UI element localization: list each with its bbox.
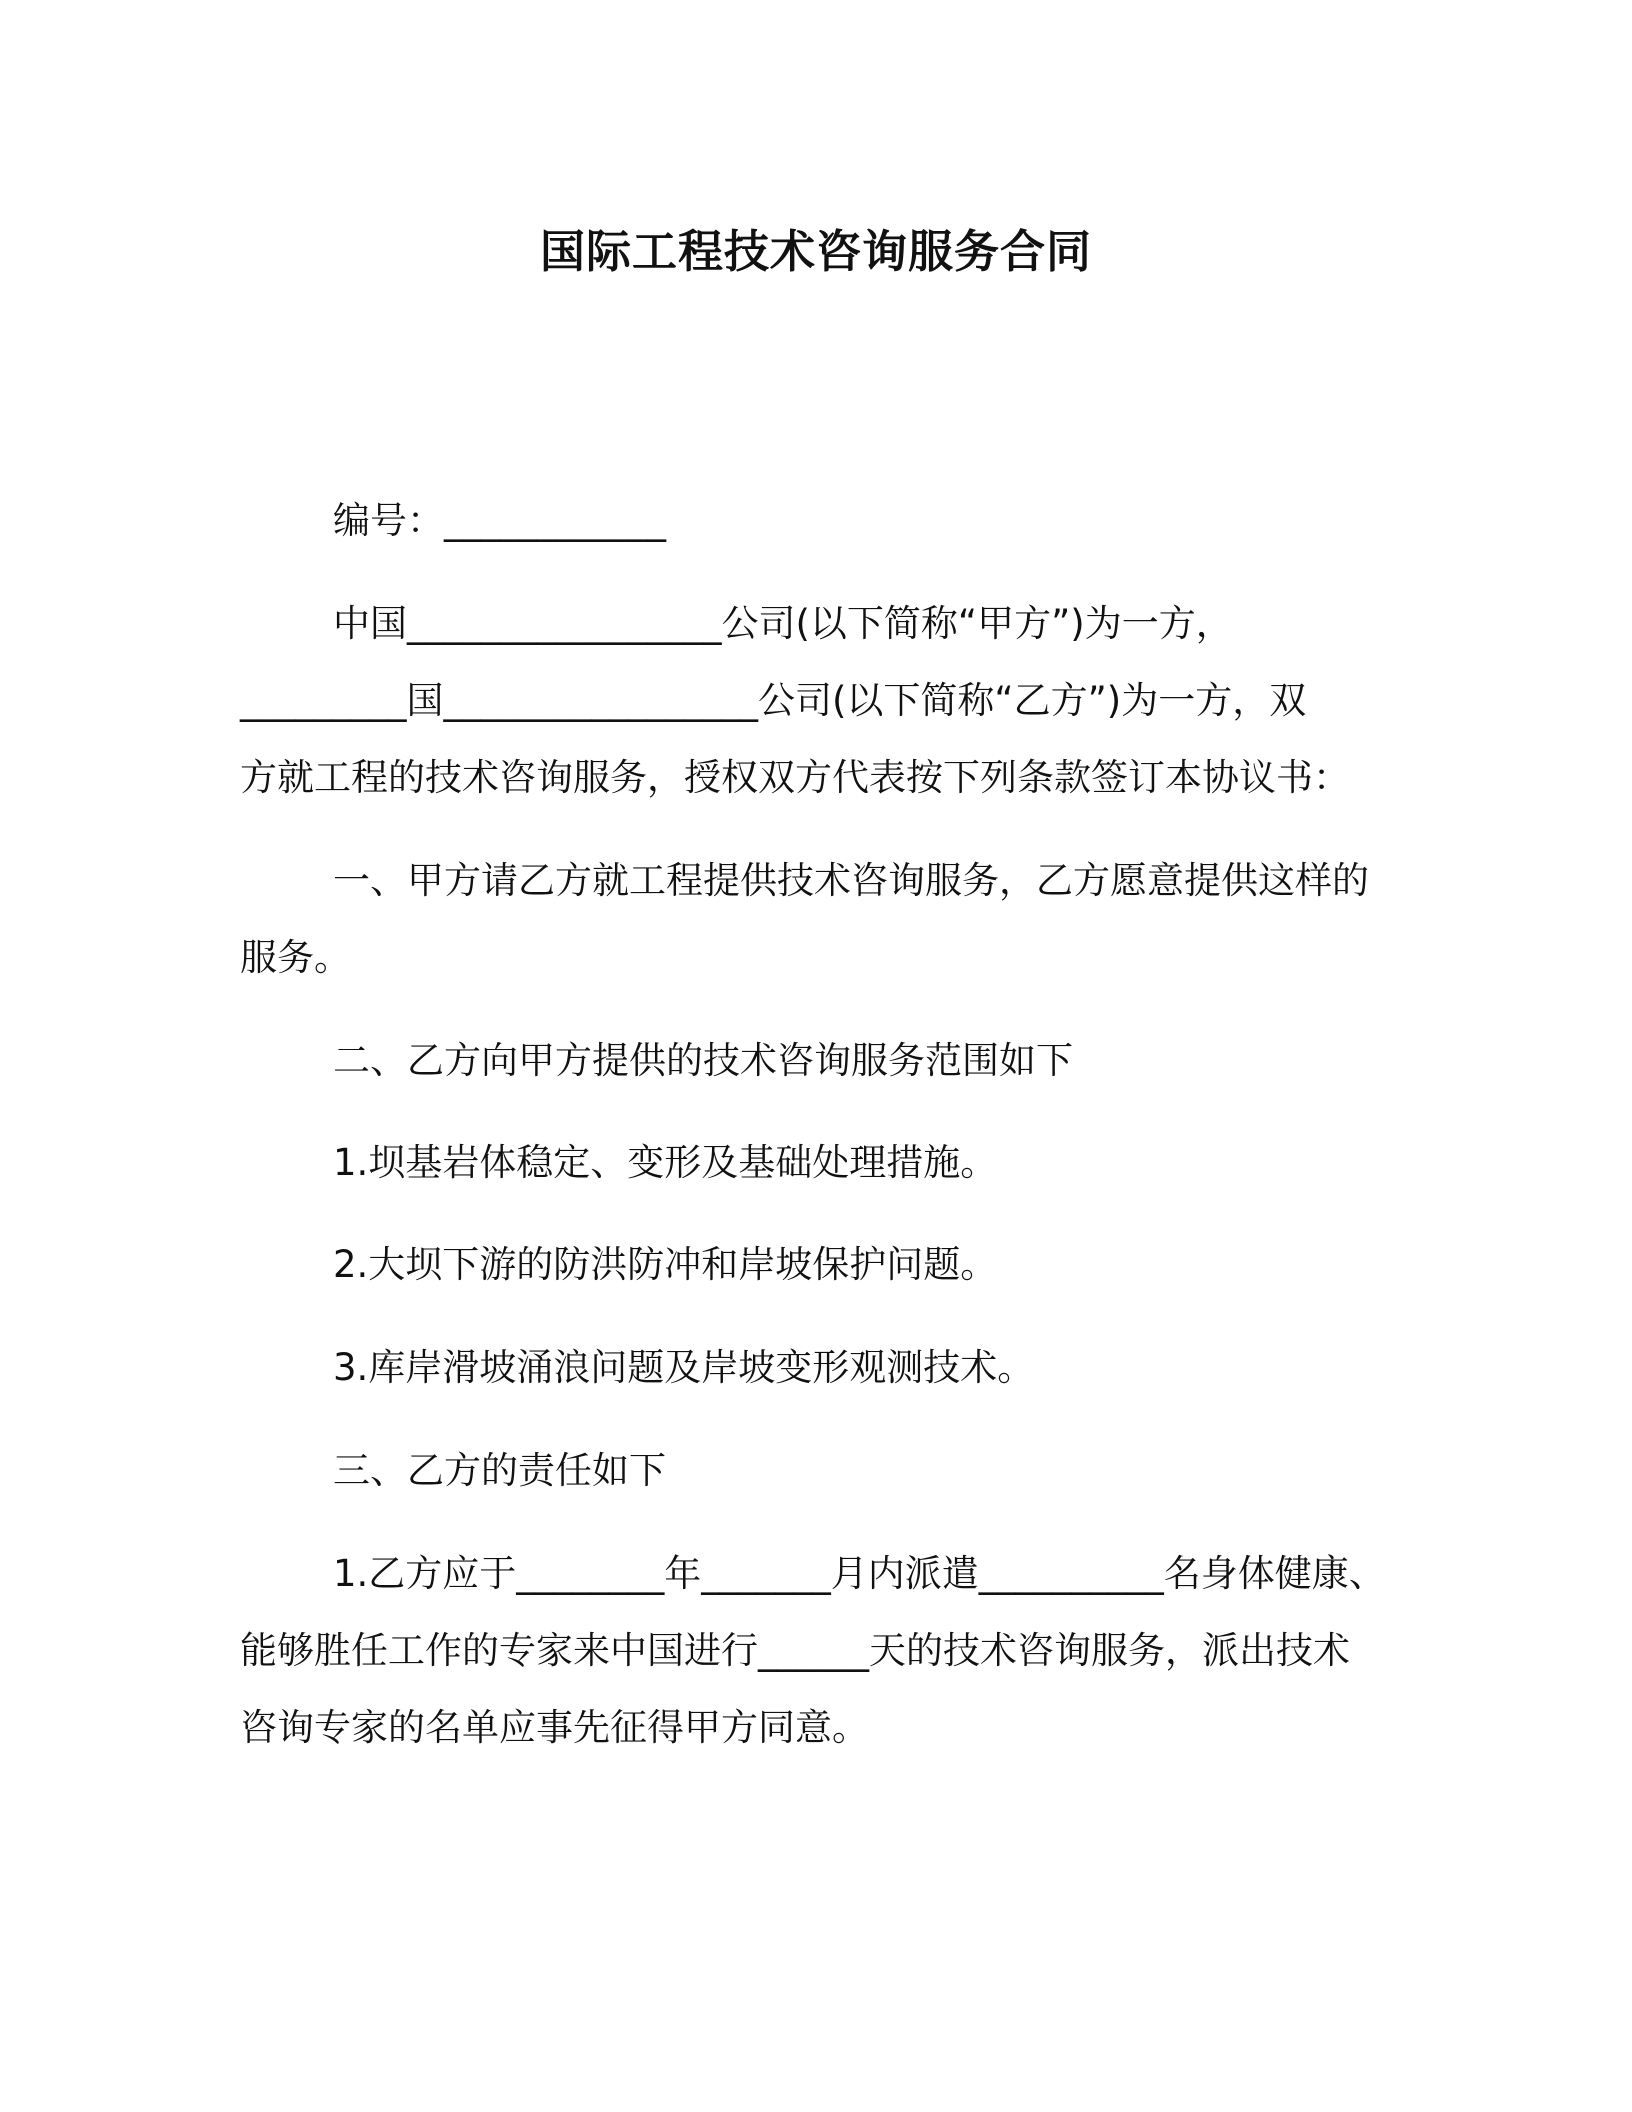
party-b-line: _________国_________________公司(以下简称“乙方”)为一方，双 (240, 679, 1307, 722)
clause-3-item-1-line-3: 咨询专家的名单应事先征得甲方同意。 (240, 1706, 869, 1749)
clause-3-item-1-line-1: 1.乙方应于________年_______月内派遣__________名身体健康、 (333, 1552, 1386, 1595)
clause-1-line-1: 一、甲方请乙方就工程提供技术咨询服务，乙方愿意提供这样的 (333, 859, 1369, 902)
clause-2-item-3: 3.库岸滑坡涌浪问题及岸坡变形观测技术。 (333, 1346, 1035, 1389)
contract-number-line: 编号：____________ (333, 499, 666, 542)
party-a-line: 中国_________________公司(以下简称“甲方”)为一方， (333, 602, 1233, 645)
clause-3-item-1-line-2: 能够胜任工作的专家来中国进行______天的技术咨询服务，派出技术 (240, 1629, 1350, 1672)
clause-2-item-2: 2.大坝下游的防洪防冲和岸坡保护问题。 (333, 1243, 998, 1286)
clause-2-item-1: 1.坝基岩体稳定、变形及基础处理措施。 (333, 1141, 998, 1184)
clause-3-heading: 三、乙方的责任如下 (333, 1449, 666, 1492)
clause-2-heading: 二、乙方向甲方提供的技术咨询服务范围如下 (333, 1039, 1073, 1082)
preamble-line: 方就工程的技术咨询服务，授权双方代表按下列条款签订本协议书： (240, 756, 1350, 799)
clause-1-line-2: 服务。 (240, 936, 351, 979)
document-title: 国际工程技术咨询服务合同 (539, 225, 1092, 278)
